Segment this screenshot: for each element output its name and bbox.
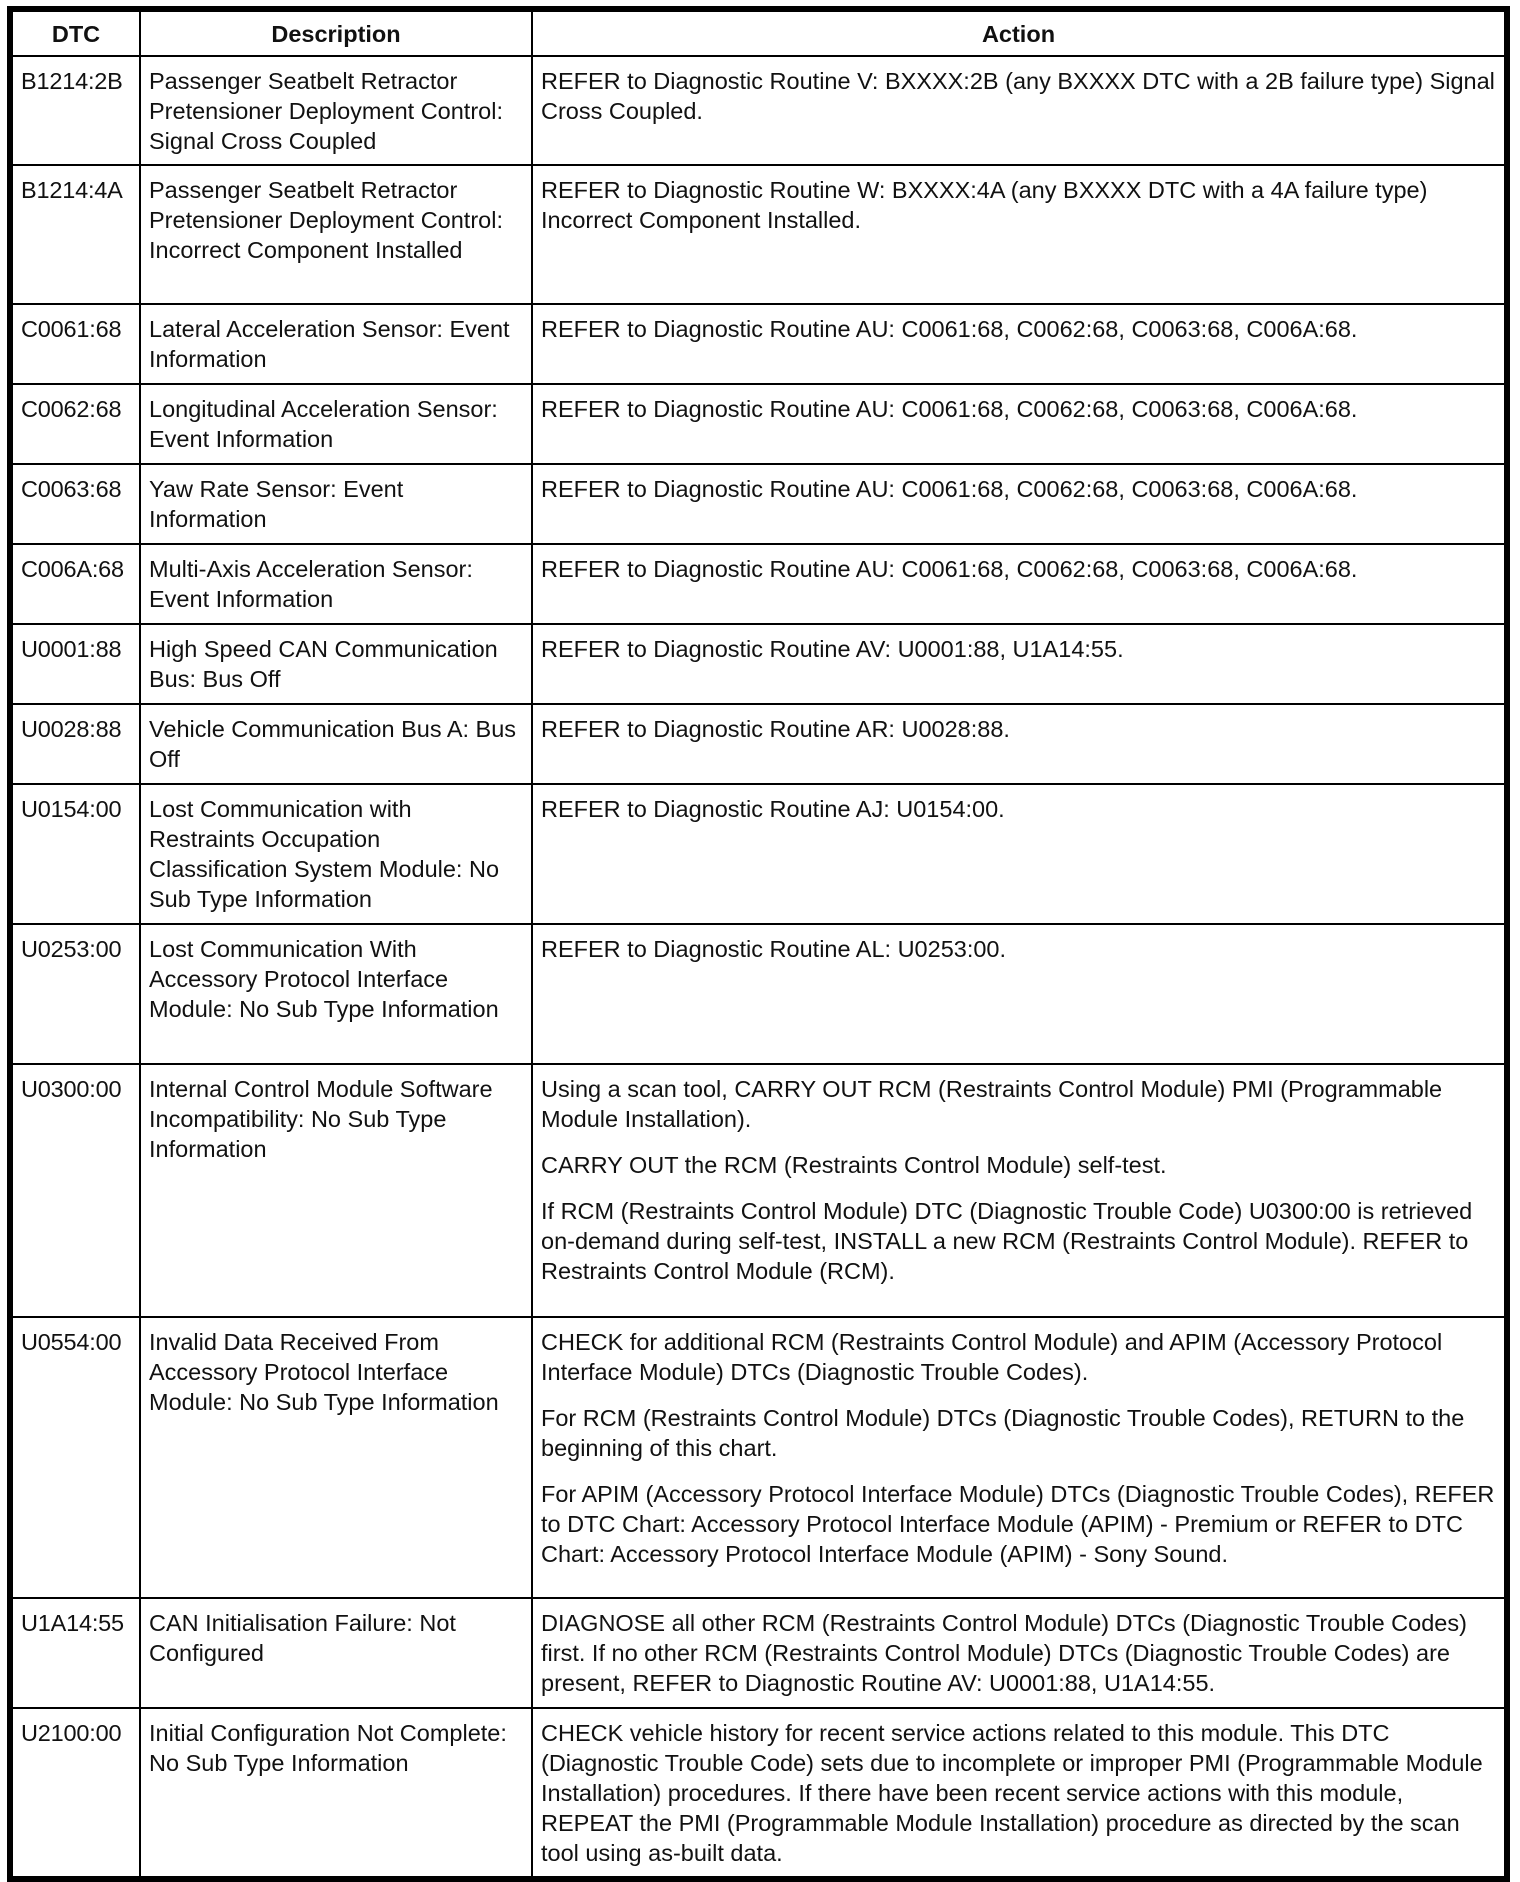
table-row bbox=[12, 784, 1505, 924]
action-paragraph: If RCM (Restraints Control Module) DTC (Diagnostic Trouble Code) U0300:00 is retrieved on-demand during self-test, INSTALL a new RCM (Restraints Control Module). REFER to Restraints Control Module (RCM). bbox=[541, 1198, 1473, 1284]
dtc-action bbox=[532, 1064, 1505, 1317]
dtc-action bbox=[532, 1317, 1505, 1598]
dtc-description: Internal Control Module Software Incompatibility: No Sub Type Information bbox=[140, 1064, 532, 1317]
header-dtc: DTC bbox=[12, 11, 140, 56]
dtc-action bbox=[532, 464, 1505, 544]
action-paragraph: REFER to Diagnostic Routine AU: C0061:68, C0062:68, C0063:68, C006A:68. bbox=[541, 396, 1358, 422]
dtc-description: Multi-Axis Acceleration Sensor: Event Information bbox=[140, 544, 532, 624]
action-paragraph: REFER to Diagnostic Routine AV: U0001:88, U1A14:55. bbox=[541, 636, 1124, 662]
action-paragraph: REFER to Diagnostic Routine AL: U0253:00. bbox=[541, 936, 1007, 962]
dtc-code: U0300:00 bbox=[12, 1064, 140, 1317]
dtc-code: U1A14:55 bbox=[12, 1598, 140, 1708]
table-row bbox=[12, 1064, 1505, 1317]
dtc-code: B1214:2B bbox=[12, 56, 140, 165]
table-header-row bbox=[12, 11, 1505, 56]
dtc-code: C0061:68 bbox=[12, 304, 140, 384]
dtc-description: Longitudinal Acceleration Sensor: Event Information bbox=[140, 384, 532, 464]
dtc-action bbox=[532, 784, 1505, 924]
dtc-action bbox=[532, 544, 1505, 624]
dtc-action bbox=[532, 56, 1505, 165]
dtc-action bbox=[532, 384, 1505, 464]
dtc-description: Passenger Seatbelt Retractor Pretensioner Deployment Control: Incorrect Component Installed bbox=[140, 165, 532, 304]
dtc-description: Lost Communication with Restraints Occupation Classification System Module: No Sub Type Information bbox=[140, 784, 532, 924]
action-paragraph: REFER to Diagnostic Routine AU: C0061:68, C0062:68, C0063:68, C006A:68. bbox=[541, 476, 1358, 502]
dtc-description: Lateral Acceleration Sensor: Event Information bbox=[140, 304, 532, 384]
table-row bbox=[12, 56, 1505, 165]
dtc-action bbox=[532, 165, 1505, 304]
table-row bbox=[12, 1598, 1505, 1708]
action-paragraph: REFER to Diagnostic Routine AU: C0061:68, C0062:68, C0063:68, C006A:68. bbox=[541, 556, 1358, 582]
dtc-code: U0001:88 bbox=[12, 624, 140, 704]
action-paragraph: CHECK for additional RCM (Restraints Control Module) and APIM (Accessory Protocol Interface Module) DTCs (Diagnostic Trouble Codes). bbox=[541, 1329, 1443, 1385]
action-paragraph: DIAGNOSE all other RCM (Restraints Control Module) DTCs (Diagnostic Trouble Codes) first. If no other RCM (Restraints Control Module) DTCs (Diagnostic Trouble Codes) are present, REFER to Diagnostic Routine AV: U0001:88, U1A14:55. bbox=[541, 1610, 1467, 1696]
dtc-action bbox=[532, 304, 1505, 384]
dtc-description: Passenger Seatbelt Retractor Pretensioner Deployment Control: Signal Cross Coupled bbox=[140, 56, 532, 165]
dtc-code: B1214:4A bbox=[12, 165, 140, 304]
dtc-code: U0028:88 bbox=[12, 704, 140, 784]
dtc-description: CAN Initialisation Failure: Not Configured bbox=[140, 1598, 532, 1708]
table-row bbox=[12, 544, 1505, 624]
dtc-description: Yaw Rate Sensor: Event Information bbox=[140, 464, 532, 544]
table-row bbox=[12, 304, 1505, 384]
dtc-code: C0062:68 bbox=[12, 384, 140, 464]
table-row bbox=[12, 464, 1505, 544]
table-row bbox=[12, 384, 1505, 464]
dtc-code: U0154:00 bbox=[12, 784, 140, 924]
dtc-action bbox=[532, 624, 1505, 704]
dtc-table bbox=[11, 10, 1506, 1878]
action-paragraph: REFER to Diagnostic Routine V: BXXXX:2B (any BXXXX DTC with a 2B failure type) Signal Cross Coupled. bbox=[541, 68, 1495, 124]
dtc-code: U0554:00 bbox=[12, 1317, 140, 1598]
header-action: Action bbox=[532, 11, 1505, 56]
dtc-code: C006A:68 bbox=[12, 544, 140, 624]
action-paragraph: Using a scan tool, CARRY OUT RCM (Restraints Control Module) PMI (Programmable Module Installation). bbox=[541, 1076, 1443, 1132]
dtc-description: Vehicle Communication Bus A: Bus Off bbox=[140, 704, 532, 784]
table-row bbox=[12, 624, 1505, 704]
table-row bbox=[12, 924, 1505, 1064]
dtc-description: Invalid Data Received From Accessory Protocol Interface Module: No Sub Type Information bbox=[140, 1317, 532, 1598]
action-paragraph: REFER to Diagnostic Routine AU: C0061:68, C0062:68, C0063:68, C006A:68. bbox=[541, 316, 1358, 342]
dtc-code: U2100:00 bbox=[12, 1708, 140, 1877]
dtc-action bbox=[532, 1598, 1505, 1708]
action-paragraph: For RCM (Restraints Control Module) DTCs (Diagnostic Trouble Codes), RETURN to the beginning of this chart. bbox=[541, 1405, 1465, 1461]
dtc-code: C0063:68 bbox=[12, 464, 140, 544]
action-paragraph: REFER to Diagnostic Routine AJ: U0154:00. bbox=[541, 796, 1005, 822]
dtc-action bbox=[532, 924, 1505, 1064]
dtc-action bbox=[532, 704, 1505, 784]
action-paragraph: CARRY OUT the RCM (Restraints Control Module) self-test. bbox=[541, 1152, 1167, 1178]
action-paragraph: REFER to Diagnostic Routine AR: U0028:88. bbox=[541, 716, 1010, 742]
dtc-code: U0253:00 bbox=[12, 924, 140, 1064]
dtc-description: Lost Communication With Accessory Protocol Interface Module: No Sub Type Information bbox=[140, 924, 532, 1064]
action-paragraph: REFER to Diagnostic Routine W: BXXXX:4A (any BXXXX DTC with a 4A failure type) Incorrect Component Installed. bbox=[541, 177, 1428, 233]
table-row bbox=[12, 165, 1505, 304]
dtc-description: High Speed CAN Communication Bus: Bus Off bbox=[140, 624, 532, 704]
table-row bbox=[12, 704, 1505, 784]
dtc-table-frame bbox=[7, 6, 1510, 1882]
action-paragraph: For APIM (Accessory Protocol Interface Module) DTCs (Diagnostic Trouble Codes), REFER to DTC Chart: Accessory Protocol Interface Module (APIM) - Premium or REFER to DTC Chart: Accessory Protocol Interface Module (APIM) - Sony Sound. bbox=[541, 1481, 1495, 1567]
dtc-description: Initial Configuration Not Complete: No Sub Type Information bbox=[140, 1708, 532, 1877]
table-row bbox=[12, 1317, 1505, 1598]
action-paragraph: CHECK vehicle history for recent service actions related to this module. This DTC (Diagnostic Trouble Code) sets due to incomplete or improper PMI (Programmable Module Installation) procedures. If there have been recent service actions with this module, REPEAT the PMI (Programmable Module Installation) procedure as directed by the scan tool using as-built data. bbox=[541, 1720, 1483, 1866]
header-description: Description bbox=[140, 11, 532, 56]
